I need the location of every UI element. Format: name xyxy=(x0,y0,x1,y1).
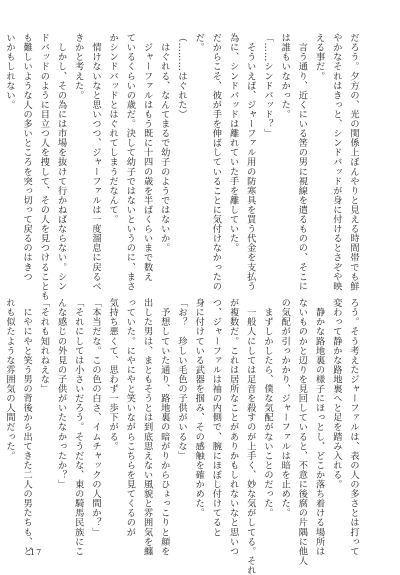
text-line: の気配が引っかかり、ジャーファルは暗を止めた。 xyxy=(279,298,291,518)
text-line: はぐれる、なんてまるで幼子のようではないか。 xyxy=(158,33,170,253)
text-line xyxy=(0,298,1,543)
text-line: だからこそ、彼が手を伸ばしていることに気付けなかったの xyxy=(210,33,222,291)
text-line: 言う通り、近くにいる筈の男に視線を遣るものの、そこに xyxy=(296,33,308,291)
text-line: きかと考えた。 xyxy=(72,33,84,100)
text-line: 「本当だな。この色の白さ、イムチャックの人間か？」 xyxy=(89,298,101,537)
text-line: ろう。そう考えたジャーファルは、表の人の多さとは打って xyxy=(348,298,359,556)
text-line: 「お？ 珍しい毛色の子供がいるな」 xyxy=(175,298,187,461)
text-line: 気持ち悪くて、思わず一歩下がる。 xyxy=(107,298,119,451)
text-line: える事だ。 xyxy=(313,33,325,81)
text-line: かシンドバッドとはぐれてしまうだなんて。 xyxy=(107,33,119,224)
text-line: れも似たような雰囲気の人間だった。 xyxy=(3,298,15,461)
text-line: まずしかしたら、僕な気配がないことのだった。 xyxy=(261,298,273,518)
text-line: 身に付けている武器を掴み、その感触を確かめた。 xyxy=(193,298,205,518)
text-line: しかし、その為には市場を抜けて行かねばならない。シン xyxy=(55,33,67,291)
text-line: 「それにしては小さいだろう。そうだな、東の騎馬民族にこ xyxy=(72,298,84,556)
text-line: が複数だ。これは居所なことがありかもしれないなと思いつ xyxy=(227,298,239,556)
text-line: 「……シンドバッド？」 xyxy=(261,33,273,139)
text-line: だろう。夕方の、光の関係上ぼんやりと見える時間帯でも鮮 xyxy=(348,33,359,291)
text-line: ドバッドのように目立つ人を捜して、その人を見つけることも xyxy=(38,33,50,301)
text-line: にやにやと笑う男の背後から出てきた二人の男たちも、ど xyxy=(21,298,33,556)
text-line: やかなそれはきっと、シンドバッドが身に付けるとさぞや映 xyxy=(330,33,342,291)
text-line: 「それも知れねえな」 xyxy=(38,298,50,394)
text-line: 静かな路地裏の様子にほっとし、どこか落ち着ける場所は xyxy=(313,298,325,556)
text-line: は誰もいなかった。 xyxy=(279,33,291,119)
text-line: つ、ジャーファルは袖の内側で、腕にほぼし付けてると xyxy=(210,298,222,537)
text-line: 為に、シンドバッドは離れていた手を離していた。 xyxy=(227,33,239,253)
text-line: 出した男は、まともそうとは到底思えない風貌と雰囲気を纏 xyxy=(141,298,153,556)
text-line: 一般人にしては足音を殺すのが上手く、妙な気がしてる。それ xyxy=(244,298,256,575)
text-line: ないものかと辺りを見回していると、不意に後腐の片隅に他人 xyxy=(296,298,308,566)
text-line: ているくらいの歳だ。決して幼子ではないというのに、まさ xyxy=(124,33,136,291)
text-line: だ。 xyxy=(193,33,205,53)
text-line: 変わって静かな路地裏へと足を踏み入れる。 xyxy=(330,298,342,489)
text-line: 情けないなと思いつつ、ジャーファルは一度溜息に戻るべ xyxy=(89,33,101,291)
text-line: そういえば、ジャーファル用の防寒具を買う代金を支払う xyxy=(244,33,256,291)
upper-text-block xyxy=(3,33,362,301)
text-line xyxy=(0,33,1,275)
page-number: 17 xyxy=(30,548,43,557)
text-line: んな感じの外見の子供がいたなかったか？」 xyxy=(55,298,67,489)
text-line: 予想していた通り、路地裏の暗がりからひょっこりと顔を xyxy=(158,298,170,556)
text-line: いかもしれない。 xyxy=(3,33,15,110)
text-line: も難しいような人の多いところを突っ切って戻るのはきつ xyxy=(21,33,33,282)
text-line: っていた。にやにやと笑いながらこちらを見てくるのが xyxy=(124,298,136,537)
text-line: ジャーファルはもう既に十四の歳を半ばくらいまで数え xyxy=(141,33,153,282)
text-line: （………はぐれた） xyxy=(175,33,187,119)
